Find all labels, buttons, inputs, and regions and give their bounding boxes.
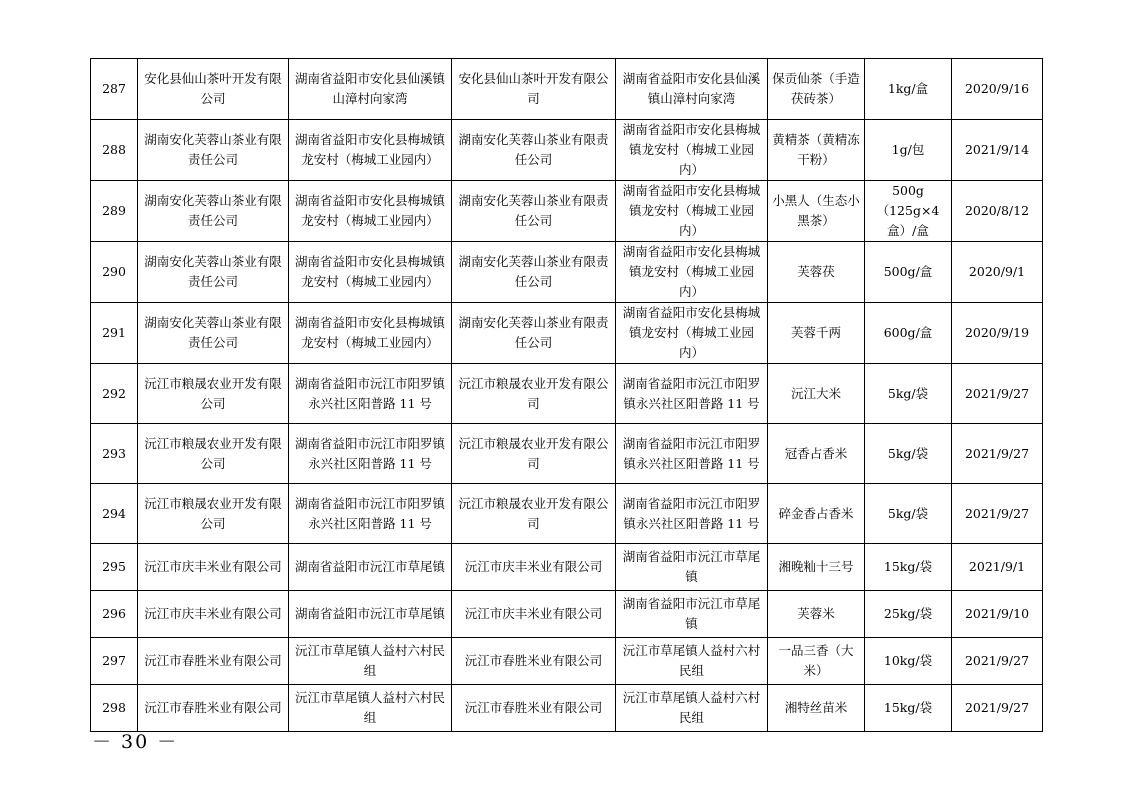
product-name: 小黑人（生态小黑茶）	[768, 181, 865, 242]
row-number: 297	[91, 638, 138, 685]
seller-address: 沅江市草尾镇人益村六村民组	[616, 638, 768, 685]
row-number: 291	[91, 303, 138, 364]
product-spec: 500g（125g×4 盒）/盒	[865, 181, 952, 242]
seller-name: 湖南安化芙蓉山茶业有限责任公司	[452, 120, 616, 181]
manufacturer-address: 沅江市草尾镇人益村六村民组	[289, 685, 452, 732]
seller-address: 湖南省益阳市沅江市草尾镇	[616, 544, 768, 591]
seller-name: 沅江市粮晟农业开发有限公司	[452, 484, 616, 544]
product-name: 沅江大米	[768, 364, 865, 424]
manufacturer-address: 湖南省益阳市沅江市草尾镇	[289, 544, 452, 591]
manufacturer-name: 沅江市庆丰米业有限公司	[138, 591, 289, 638]
seller-name: 沅江市庆丰米业有限公司	[452, 591, 616, 638]
production-date: 2021/9/27	[952, 638, 1043, 685]
row-number: 290	[91, 242, 138, 303]
production-date: 2021/9/10	[952, 591, 1043, 638]
table-row	[91, 591, 1043, 638]
product-spec: 1kg/盒	[865, 59, 952, 120]
product-spec: 1g/包	[865, 120, 952, 181]
product-name: 一品三香（大米）	[768, 638, 865, 685]
manufacturer-address: 湖南省益阳市安化县梅城镇龙安村（梅城工业园内）	[289, 181, 452, 242]
product-spec: 5kg/袋	[865, 424, 952, 484]
product-name: 冠香占香米	[768, 424, 865, 484]
product-spec: 500g/盒	[865, 242, 952, 303]
product-spec: 10kg/袋	[865, 638, 952, 685]
table-row	[91, 120, 1043, 181]
seller-address: 湖南省益阳市沅江市草尾镇	[616, 591, 768, 638]
seller-address: 湖南省益阳市沅江市阳罗镇永兴社区阳普路 11 号	[616, 484, 768, 544]
manufacturer-name: 沅江市春胜米业有限公司	[138, 685, 289, 732]
product-name: 湘晚籼十三号	[768, 544, 865, 591]
manufacturer-address: 湖南省益阳市沅江市草尾镇	[289, 591, 452, 638]
table-row	[91, 424, 1043, 484]
product-table	[90, 58, 1043, 732]
production-date: 2020/9/19	[952, 303, 1043, 364]
table-row	[91, 59, 1043, 120]
page-number: － 30 －	[92, 731, 179, 753]
seller-name: 沅江市春胜米业有限公司	[452, 685, 616, 732]
production-date: 2021/9/27	[952, 424, 1043, 484]
seller-address: 湖南省益阳市沅江市阳罗镇永兴社区阳普路 11 号	[616, 424, 768, 484]
seller-address: 湖南省益阳市安化县仙溪镇山漳村向家湾	[616, 59, 768, 120]
row-number: 294	[91, 484, 138, 544]
manufacturer-name: 沅江市粮晟农业开发有限公司	[138, 424, 289, 484]
seller-name: 沅江市春胜米业有限公司	[452, 638, 616, 685]
product-spec: 15kg/袋	[865, 544, 952, 591]
manufacturer-name: 湖南安化芙蓉山茶业有限责任公司	[138, 120, 289, 181]
production-date: 2020/9/1	[952, 242, 1043, 303]
row-number: 298	[91, 685, 138, 732]
seller-name: 湖南安化芙蓉山茶业有限责任公司	[452, 242, 616, 303]
manufacturer-name: 安化县仙山茶叶开发有限公司	[138, 59, 289, 120]
manufacturer-address: 湖南省益阳市安化县梅城镇龙安村（梅城工业园内）	[289, 242, 452, 303]
seller-name: 沅江市庆丰米业有限公司	[452, 544, 616, 591]
manufacturer-address: 湖南省益阳市安化县梅城镇龙安村（梅城工业园内）	[289, 303, 452, 364]
seller-address: 湖南省益阳市安化县梅城镇龙安村（梅城工业园内）	[616, 303, 768, 364]
table-row	[91, 685, 1043, 732]
manufacturer-name: 湖南安化芙蓉山茶业有限责任公司	[138, 181, 289, 242]
table-row	[91, 638, 1043, 685]
production-date: 2021/9/27	[952, 364, 1043, 424]
product-name: 芙蓉米	[768, 591, 865, 638]
product-name: 芙蓉茯	[768, 242, 865, 303]
product-name: 湘特丝苗米	[768, 685, 865, 732]
manufacturer-address: 湖南省益阳市安化县仙溪镇山漳村向家湾	[289, 59, 452, 120]
product-name: 芙蓉千两	[768, 303, 865, 364]
product-spec: 25kg/袋	[865, 591, 952, 638]
table-row	[91, 544, 1043, 591]
manufacturer-address: 湖南省益阳市沅江市阳罗镇永兴社区阳普路 11 号	[289, 424, 452, 484]
row-number: 287	[91, 59, 138, 120]
production-date: 2020/8/12	[952, 181, 1043, 242]
manufacturer-address: 湖南省益阳市安化县梅城镇龙安村（梅城工业园内）	[289, 120, 452, 181]
seller-name: 湖南安化芙蓉山茶业有限责任公司	[452, 303, 616, 364]
production-date: 2020/9/16	[952, 59, 1043, 120]
row-number: 293	[91, 424, 138, 484]
table-row	[91, 364, 1043, 424]
manufacturer-address: 湖南省益阳市沅江市阳罗镇永兴社区阳普路 11 号	[289, 364, 452, 424]
seller-name: 沅江市粮晟农业开发有限公司	[452, 424, 616, 484]
seller-name: 湖南安化芙蓉山茶业有限责任公司	[452, 181, 616, 242]
manufacturer-name: 湖南安化芙蓉山茶业有限责任公司	[138, 242, 289, 303]
row-number: 295	[91, 544, 138, 591]
manufacturer-address: 湖南省益阳市沅江市阳罗镇永兴社区阳普路 11 号	[289, 484, 452, 544]
manufacturer-address: 沅江市草尾镇人益村六村民组	[289, 638, 452, 685]
product-spec: 15kg/袋	[865, 685, 952, 732]
seller-address: 湖南省益阳市沅江市阳罗镇永兴社区阳普路 11 号	[616, 364, 768, 424]
product-spec: 600g/盒	[865, 303, 952, 364]
table-row	[91, 303, 1043, 364]
product-name: 黄精茶（黄精冻干粉）	[768, 120, 865, 181]
production-date: 2021/9/14	[952, 120, 1043, 181]
seller-name: 安化县仙山茶叶开发有限公司	[452, 59, 616, 120]
production-date: 2021/9/27	[952, 484, 1043, 544]
table-row	[91, 181, 1043, 242]
manufacturer-name: 湖南安化芙蓉山茶业有限责任公司	[138, 303, 289, 364]
seller-name: 沅江市粮晟农业开发有限公司	[452, 364, 616, 424]
seller-address: 湖南省益阳市安化县梅城镇龙安村（梅城工业园内）	[616, 242, 768, 303]
production-date: 2021/9/27	[952, 685, 1043, 732]
product-name: 保贡仙茶（手造茯砖茶）	[768, 59, 865, 120]
row-number: 296	[91, 591, 138, 638]
manufacturer-name: 沅江市春胜米业有限公司	[138, 638, 289, 685]
table-row	[91, 484, 1043, 544]
product-spec: 5kg/袋	[865, 364, 952, 424]
manufacturer-name: 沅江市粮晟农业开发有限公司	[138, 364, 289, 424]
seller-address: 湖南省益阳市安化县梅城镇龙安村（梅城工业园内）	[616, 181, 768, 242]
product-name: 碎金香占香米	[768, 484, 865, 544]
product-spec: 5kg/袋	[865, 484, 952, 544]
row-number: 288	[91, 120, 138, 181]
manufacturer-name: 沅江市庆丰米业有限公司	[138, 544, 289, 591]
seller-address: 沅江市草尾镇人益村六村民组	[616, 685, 768, 732]
row-number: 289	[91, 181, 138, 242]
seller-address: 湖南省益阳市安化县梅城镇龙安村（梅城工业园内）	[616, 120, 768, 181]
production-date: 2021/9/1	[952, 544, 1043, 591]
manufacturer-name: 沅江市粮晟农业开发有限公司	[138, 484, 289, 544]
row-number: 292	[91, 364, 138, 424]
table-row	[91, 242, 1043, 303]
